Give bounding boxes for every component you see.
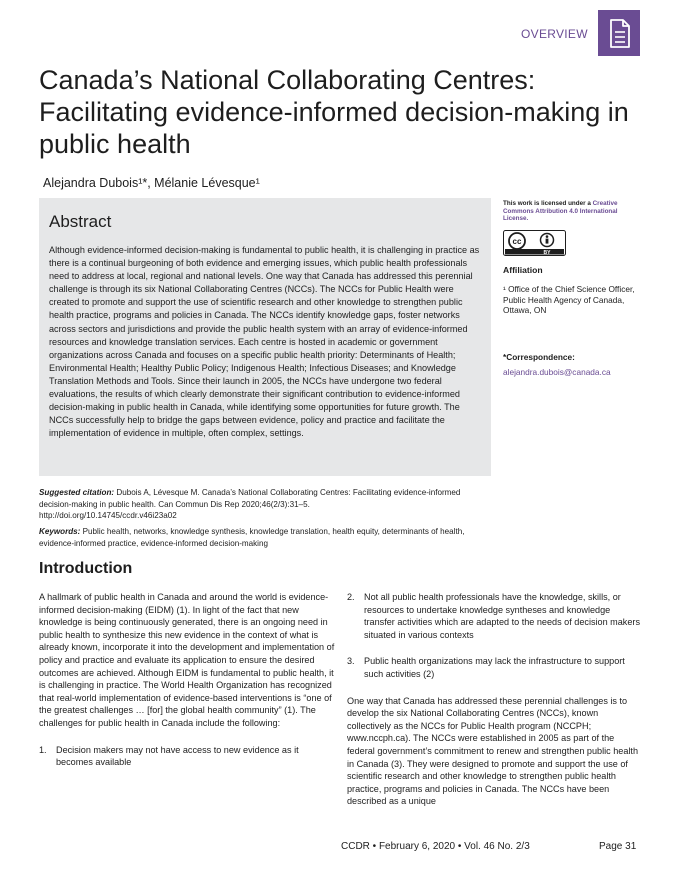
abstract-text: Although evidence-informed decision-making is fundamental to public health, it is challenging in practice as there is a continual burgeoning of both evidence and emerging issues, which public health professionals need to address at local, regional and national levels. One way that Canada has addressed this perennial challenge is through its six National Collaborating Centres (NCCs). The NCCs for Public Health were created to promote and support the use of scientific research and other knowledge to strengthen public health practice, programs and policies in Canada. The NCCs identify knowledge gaps, foster networks across sectors and jurisdictions and provide the public health system with an array of evidence-informed resources and knowledge translation services. Each centre is hosted in academic or government organizations across Canada and focuses on a specific public health priority: Determinants of Health; Environmental Health; Healthy Public Policy; Indigenous Health; Infectious Diseases; and Knowledge Translation Methods and Tools. Since their launch in 2005, the NCCs have undergone two federal evaluations, the results of which clearly demonstrate their significant contribution to evidence-informed decision-making in public health in Canada, while identifying some opportunities for future growth. The NCCs successfully help to bridge the gaps between evidence, policy and practice and facilitate the implementation of evidence in multiple, often complex, settings.	[49, 245, 480, 439]
intro-paragraph: A hallmark of public health in Canada and around the world is evidence-informed decision-making (EIDM) (1). In light of the fact that new knowledge is being continuously generated, there is an ongoing need in public health to synthesize this new evidence in the context of what is already known, incorporate it into the development and implementation of policy and practice and evaluate its application to ensure the desired outcomes are achieved. Although EIDM is fundamental to public health, it is challenging in practice. The World Health Organization has recognized that real-world implementation of evidence-based interventions is “one of the greatest challenges … [for] the global health community” (1). The challenges for public health in Canada include the following:	[39, 592, 335, 728]
correspondence	[503, 350, 643, 379]
journal-footer: CCDR • February 6, 2020 • Vol. 46 No. 2/3	[341, 841, 530, 852]
document-icon	[598, 10, 640, 56]
correspondence-email[interactable]: alejandra.dubois@canada.ca	[503, 366, 611, 377]
list-item-text: Decision makers may not have access to new evidence as it becomes available	[56, 744, 299, 768]
keywords-label: Keywords:	[39, 527, 81, 536]
suggested-citation	[39, 487, 494, 522]
list-item-number: 3.	[347, 656, 355, 667]
page-number: Page 31	[599, 841, 637, 852]
list-item-number: 2.	[347, 592, 355, 602]
correspondence-label: *Correspondence:	[503, 352, 575, 362]
list-item	[347, 655, 643, 680]
cc-by-badge[interactable]	[503, 230, 566, 256]
intro-paragraph: One way that Canada has addressed these perennial challenges is to develop the six National Collaborating Centres (NCCs), known collectively as the NCCs for Public Health program (NCCPH; www.nccph.ca). The NCCs were established in 2005 as part of the federal government’s commitment to renew and strengthen public health in Canada (3). They were designed to promote and support the use of scientific research and other knowledge to strengthen public health practice, programs and policies in Canada. The NCCs have been described as a unique	[347, 695, 638, 807]
citation-label: Suggested citation:	[39, 488, 115, 497]
affiliation-heading: Affiliation	[503, 265, 543, 275]
license-prefix: This work is licensed under a	[503, 200, 593, 207]
list-item-text: Public health organizations may lack the infrastructure to support such activities (2)	[364, 656, 625, 679]
citation-text: Dubois A, Lévesque M. Canada’s National Collaborating Centres: Facilitating evidence-informed decision-making in public health. Can Commun Dis Rep 2020;46(2/3):31–5.	[39, 488, 461, 509]
section-label: OVERVIEW	[521, 27, 588, 41]
license-notice	[503, 200, 633, 223]
list-item-text: Not all public health professionals have the knowledge, skills, or resources to undertake knowledge syntheses and knowledge transfer activities which are adapted to the needs of decision makers situated in various contexts	[364, 592, 640, 640]
text-column-right	[347, 591, 643, 808]
keywords-text: Public health, networks, knowledge synthesis, knowledge translation, health equity, determinants of health, evidence-informed practice, evidence-informed decision-making	[39, 527, 465, 548]
cc-badge-label: BY	[543, 249, 551, 256]
text-column-left	[39, 591, 335, 769]
abstract-box	[39, 198, 491, 476]
introduction-heading: Introduction	[39, 560, 133, 577]
list-item-number: 1.	[39, 744, 47, 755]
author-list: Alejandra Dubois¹*, Mélanie Lévesque¹	[43, 176, 260, 190]
svg-text:cc: cc	[512, 237, 522, 246]
article-title: Canada’s National Collaborating Centres: Facilitating evidence-informed decision-making in public health	[39, 65, 629, 159]
affiliation-text: ¹ Office of the Chief Science Officer, Public Health Agency of Canada, Ottawa, ON	[503, 284, 635, 315]
abstract-heading: Abstract	[49, 212, 112, 231]
license-link[interactable]: Creative Commons Attribution 4.0 International License.	[503, 200, 618, 222]
keywords	[39, 526, 494, 549]
list-item	[39, 744, 335, 769]
citation-doi[interactable]: http://doi.org/10.14745/ccdr.v46i23a02	[39, 511, 177, 521]
list-item	[347, 591, 643, 641]
